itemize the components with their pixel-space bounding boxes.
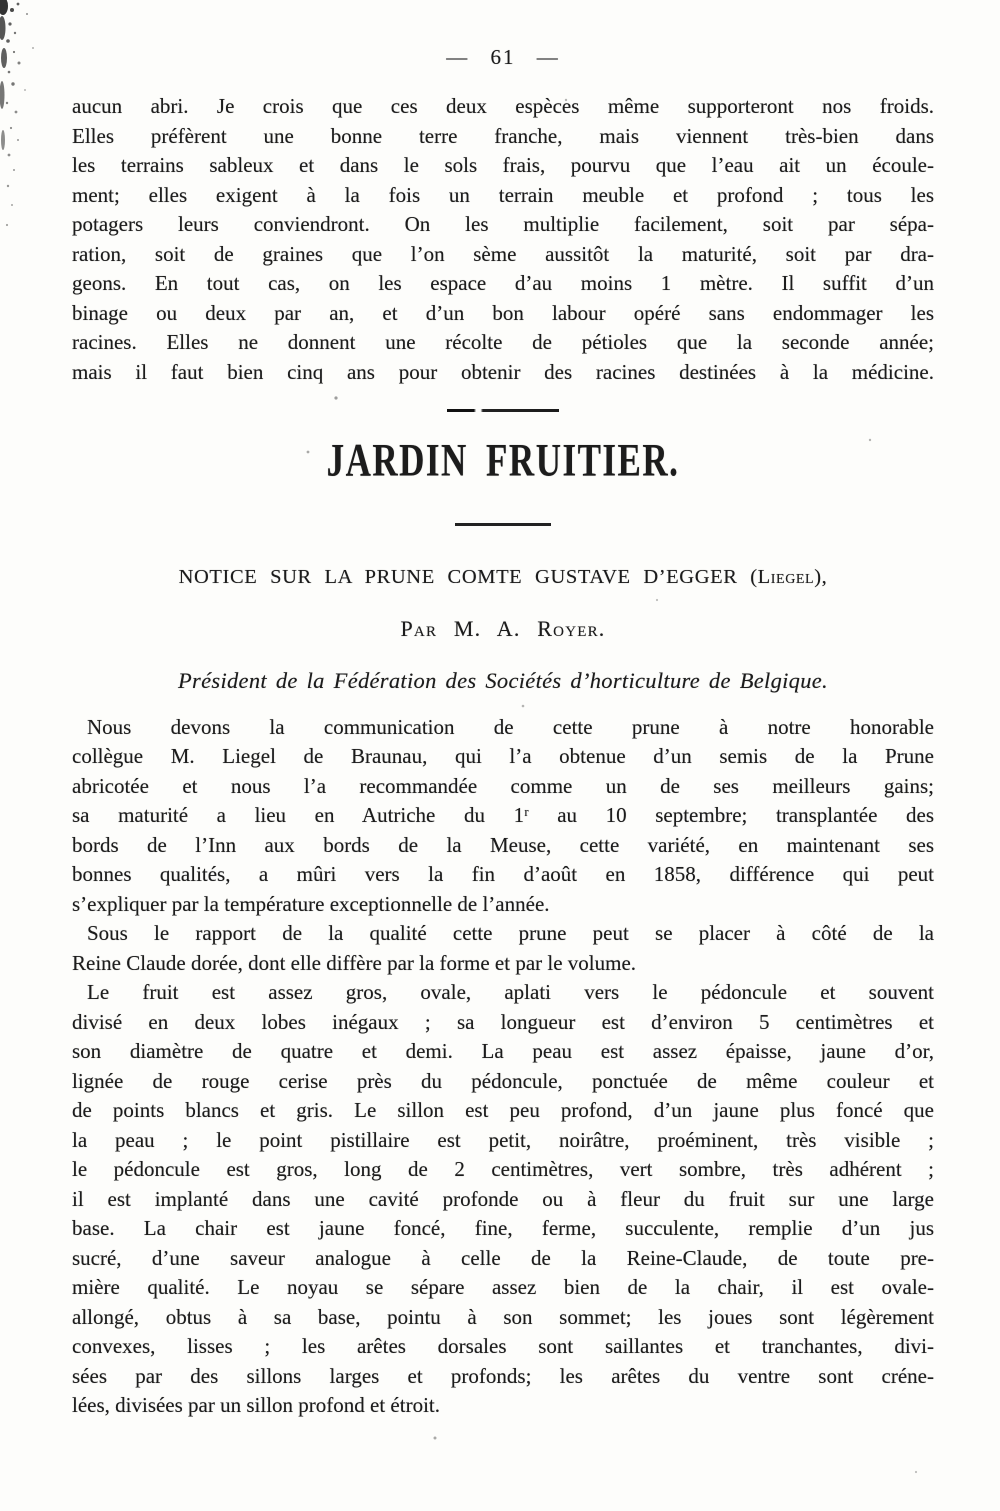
text-line: il est implanté dans une cavité profonde ou à fleur du fruit sur une large [72,1186,934,1211]
text-line: Le fruit est assez gros, ovale, aplati vers le pédoncule et souvent [87,980,934,1004]
article-title-cultivar: (Liegel), [750,565,828,588]
article-body [72,713,934,1421]
intro-paragraph [72,92,934,387]
text-line: bords de l’Inn aux bords de la Meuse, cette variété, en maintenant ses [72,832,934,857]
page-content [72,0,934,1421]
text-line: lignée de rouge cerise près du pédoncule, ponctuée de même couleur et [72,1068,934,1093]
text-line: le pédoncule est gros, long de 2 centimètres, vert sombre, très adhérent ; [72,1157,934,1181]
text-line: sées par des sillons larges et profonds; les arêtes du ventre sont créne- [72,1363,934,1388]
text-line: sa maturité a lieu en Autriche du 1ʳ au 10 septembre; transplantée des [72,803,934,827]
article-byline: Par M. A. Royer. [400,615,606,641]
section-divider-top [447,409,559,412]
page-number: — 61 — [446,45,560,69]
text-line: ration, soit de graines que l’on sème aussitôt la maturité, soit par dra- [72,241,934,266]
body-paragraph-1 [72,713,934,920]
text-line: de points blancs et gris. Le sillon est peu profond, d’un jaune plus foncé que [72,1098,934,1122]
text-line: Elles préfèrent une bonne terre franche, mais viennent très-bien dans [72,123,934,148]
text-line: la peau ; le point pistillaire est petit, noirâtre, proéminent, très visible ; [72,1127,934,1152]
text-line: geons. En tout cas, on les espace d’au moins 1 mètre. Il suffit d’un [72,271,934,295]
text-line: potagers leurs conviendront. On les multiplie facilement, soit par sépa- [72,212,934,236]
text-line: mais il faut bien cinq ans pour obtenir des racines destinées à la médicine. [72,359,934,384]
article-title [72,564,934,590]
text-line: bonnes qualités, a mûri vers la fin d’août en 1858, différence qui peut [72,862,934,886]
text-line: les terrains sableux et dans le sols frais, pourvu que l’eau ait un écoule- [72,153,934,177]
text-line: sucré, d’une saveur analogue à celle de la Reine-Claude, de toute pre- [72,1245,934,1270]
author-role: Président de la Fédération des Sociétés d’horticulture de Belgique. [178,667,828,693]
section-divider-bottom [455,523,551,526]
section-title: JARDIN FRUITIER. [326,434,680,487]
text-line: Reine Claude dorée, dont elle diffère par la forme et par le volume. [72,950,637,975]
text-line: Nous devons la communication de cette prune à notre honorable [87,714,934,739]
text-line: lées, divisées par un sillon profond et étroit. [72,1393,441,1417]
text-line: collègue M. Liegel de Braunau, qui l’a obtenue d’un semis de la Prune [72,744,934,768]
text-line: aucun abri. Je crois que ces deux espèces même supporteront nos froids. [72,94,934,118]
text-line: abricotée et nous l’a recommandée comme un de ses meilleurs gains; [72,773,934,798]
text-line: Sous le rapport de la qualité cette prune peut se placer à côté de la [87,921,934,945]
text-line: s’expliquer par la température exceptionnelle de l’année. [72,891,550,916]
text-line: racines. Elles ne donnent une récolte de pétioles que la seconde année; [72,330,934,354]
text-line: divisé en deux lobes inégaux ; sa longueur est d’environ 5 centimètres et [72,1009,934,1034]
text-line: binage ou deux par an, et d’un bon labour opéré sans endommager les [72,300,934,325]
article-title-main: NOTICE SUR LA PRUNE COMTE GUSTAVE D’EGGER [178,565,751,588]
text-line: base. La chair est jaune foncé, fine, ferme, succulente, remplie d’un jus [72,1216,934,1240]
text-line: mière qualité. Le noyau se sépare assez bien de la chair, il est ovale- [72,1275,934,1299]
text-line: allongé, obtus à sa base, pointu à son sommet; les joues sont légèrement [72,1304,934,1329]
text-line: ment; elles exigent à la fois un terrain meuble et profond ; tous les [72,182,934,207]
text-line: convexes, lisses ; les arêtes dorsales sont saillantes et tranchantes, divi- [72,1334,934,1358]
body-paragraph-3 [72,978,934,1421]
text-line: son diamètre de quatre et demi. La peau est assez épaisse, jaune d’or, [72,1039,934,1063]
body-paragraph-2 [72,919,934,978]
